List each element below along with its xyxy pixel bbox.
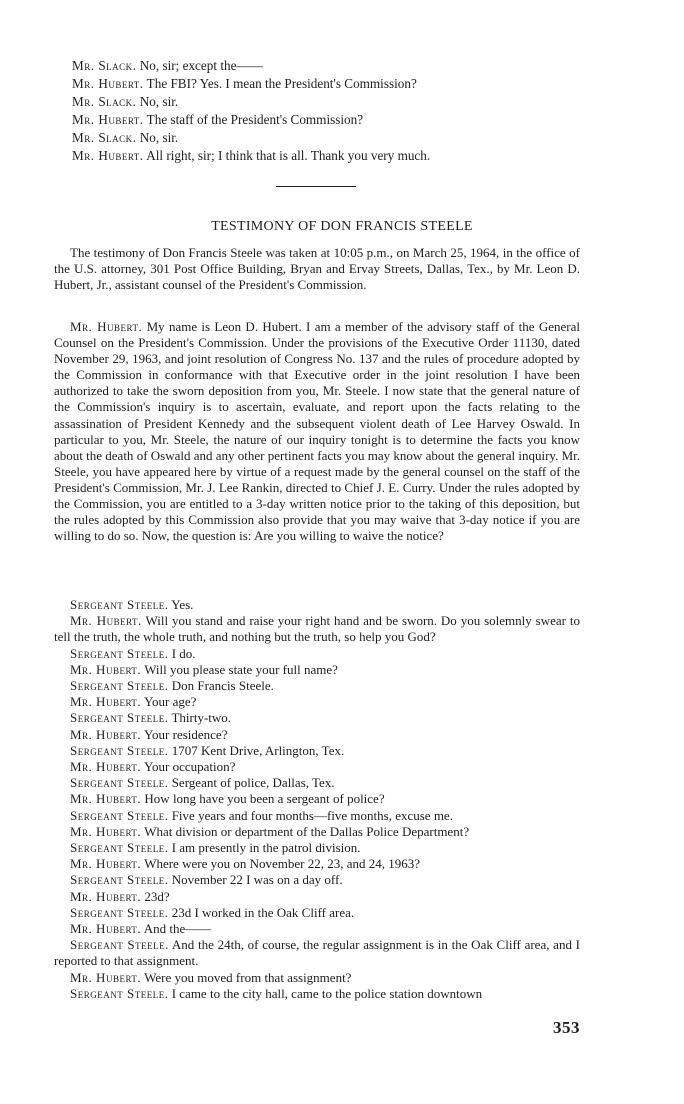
exchange-line: Mr. Hubert. Where were you on November 22, 23, and 24, 1963? <box>70 856 420 872</box>
previous-testimony-ending <box>72 57 552 165</box>
dialogue-line: Mr. Slack. No, sir. <box>72 130 179 145</box>
exchange-line: Mr. Hubert. What division or department of the Dallas Police Department? <box>70 823 470 839</box>
testimony-exchanges <box>54 597 580 1002</box>
section-heading: TESTIMONY OF DON FRANCIS STEELE <box>211 219 473 234</box>
exchange-line: Mr. Hubert. 23d? <box>70 888 170 904</box>
intro-paragraph: The testimony of Don Francis Steele was taken at 10:05 p.m., on March 25, 1964, in the office of the U.S. attorney, 301 Post Office Building, Bryan and Ervay Streets, Dallas, Tex., by Mr. Leon D. Hubert, Jr., assistant counsel of the President's Commission. <box>54 245 580 293</box>
exchange-line: Mr. Hubert. Were you moved from that assignment? <box>70 969 352 985</box>
exchange-line: Sergeant Steele. Don Francis Steele. <box>70 678 274 694</box>
exchange-line: Mr. Hubert. And the—— <box>70 921 212 937</box>
exchange-line: Sergeant Steele. Sergeant of police, Dallas, Tex. <box>70 775 335 791</box>
exchange-line: Mr. Hubert. How long have you been a sergeant of police? <box>70 791 385 807</box>
exchange-line: Mr. Hubert. Will you stand and raise your right hand and be sworn. Do you solemnly swear to tell the truth, the whole truth, and nothing but the truth, so help you God? <box>54 613 580 645</box>
exchange-line: Sergeant Steele. And the 24th, of course, the regular assignment is in the Oak Cliff area, and I reported to that assignment. <box>54 937 580 969</box>
opening-statement: Mr. Hubert. My name is Leon D. Hubert. I am a member of the advisory staff of the General Counsel on the President's Commission. Under the provisions of the Executive Order 11130, dated November 29, 1963, and joint resolution of Congress No. 137 and the rules of procedure adopted by the Commission in conformance with that Executive order in the joint resolution I have been authorized to take the sworn deposition from you, Mr. Steele. I now state that the general nature of the Commission's inquiry is to ascertain, evaluate, and report upon the facts relating to the assassination of President Kennedy and the subsequent violent death of Lee Harvey Oswald. In particular to you, Mr. Steele, the nature of our inquiry tonight is to determine the facts you know about the death of Oswald and any other pertinent facts you may know about the general inquiry. Mr. Steele, you have appeared here by virtue of a request made by the general counsel on the staff of the President's Commission, Mr. J. Lee Rankin, directed to Chief J. E. Curry. Under the rules adopted by the Commission, you are entitled to a 3-day written notice prior to the taking of this deposition, but the rules adopted by this Commission also provide that you may waive that 3-day notice if you are willing to do so. Now, the question is: Are you willing to waive the notice? <box>54 319 580 544</box>
exchange-line: Sergeant Steele. Thirty-two. <box>70 710 232 726</box>
exchange-line: Sergeant Steele. I came to the city hall, came to the police station downtown <box>70 985 483 1001</box>
dialogue-line: Mr. Slack. No, sir. <box>72 94 179 109</box>
exchange-line: Mr. Hubert. Your occupation? <box>70 759 236 775</box>
exchange-line: Mr. Hubert. Will you please state your full name? <box>70 661 338 677</box>
exchange-line: Sergeant Steele. 1707 Kent Drive, Arlington, Tex. <box>70 742 345 758</box>
exchange-line: Sergeant Steele. November 22 I was on a day off. <box>70 872 343 888</box>
exchange-line: Sergeant Steele. Yes. <box>70 597 194 612</box>
dialogue-line: Mr. Hubert. The staff of the President's Commission? <box>72 112 364 127</box>
dialogue-line: Mr. Slack. No, sir; except the—— <box>72 58 263 73</box>
exchange-line: Sergeant Steele. 23d I worked in the Oak Cliff area. <box>70 904 355 920</box>
dialogue-line: Mr. Hubert. All right, sir; I think that is all. Thank you very much. <box>72 148 431 163</box>
exchange-line: Mr. Hubert. Your residence? <box>70 726 228 742</box>
exchange-line: Mr. Hubert. Your age? <box>70 694 197 710</box>
exchange-line: Sergeant Steele. Five years and four months—five months, excuse me. <box>70 807 453 823</box>
dialogue-line: Mr. Hubert. The FBI? Yes. I mean the President's Commission? <box>72 76 417 91</box>
exchange-line: Sergeant Steele. I do. <box>70 645 196 661</box>
section-divider <box>276 186 356 187</box>
page-number: 353 <box>553 1018 580 1037</box>
exchange-line: Sergeant Steele. I am presently in the patrol division. <box>70 840 361 856</box>
